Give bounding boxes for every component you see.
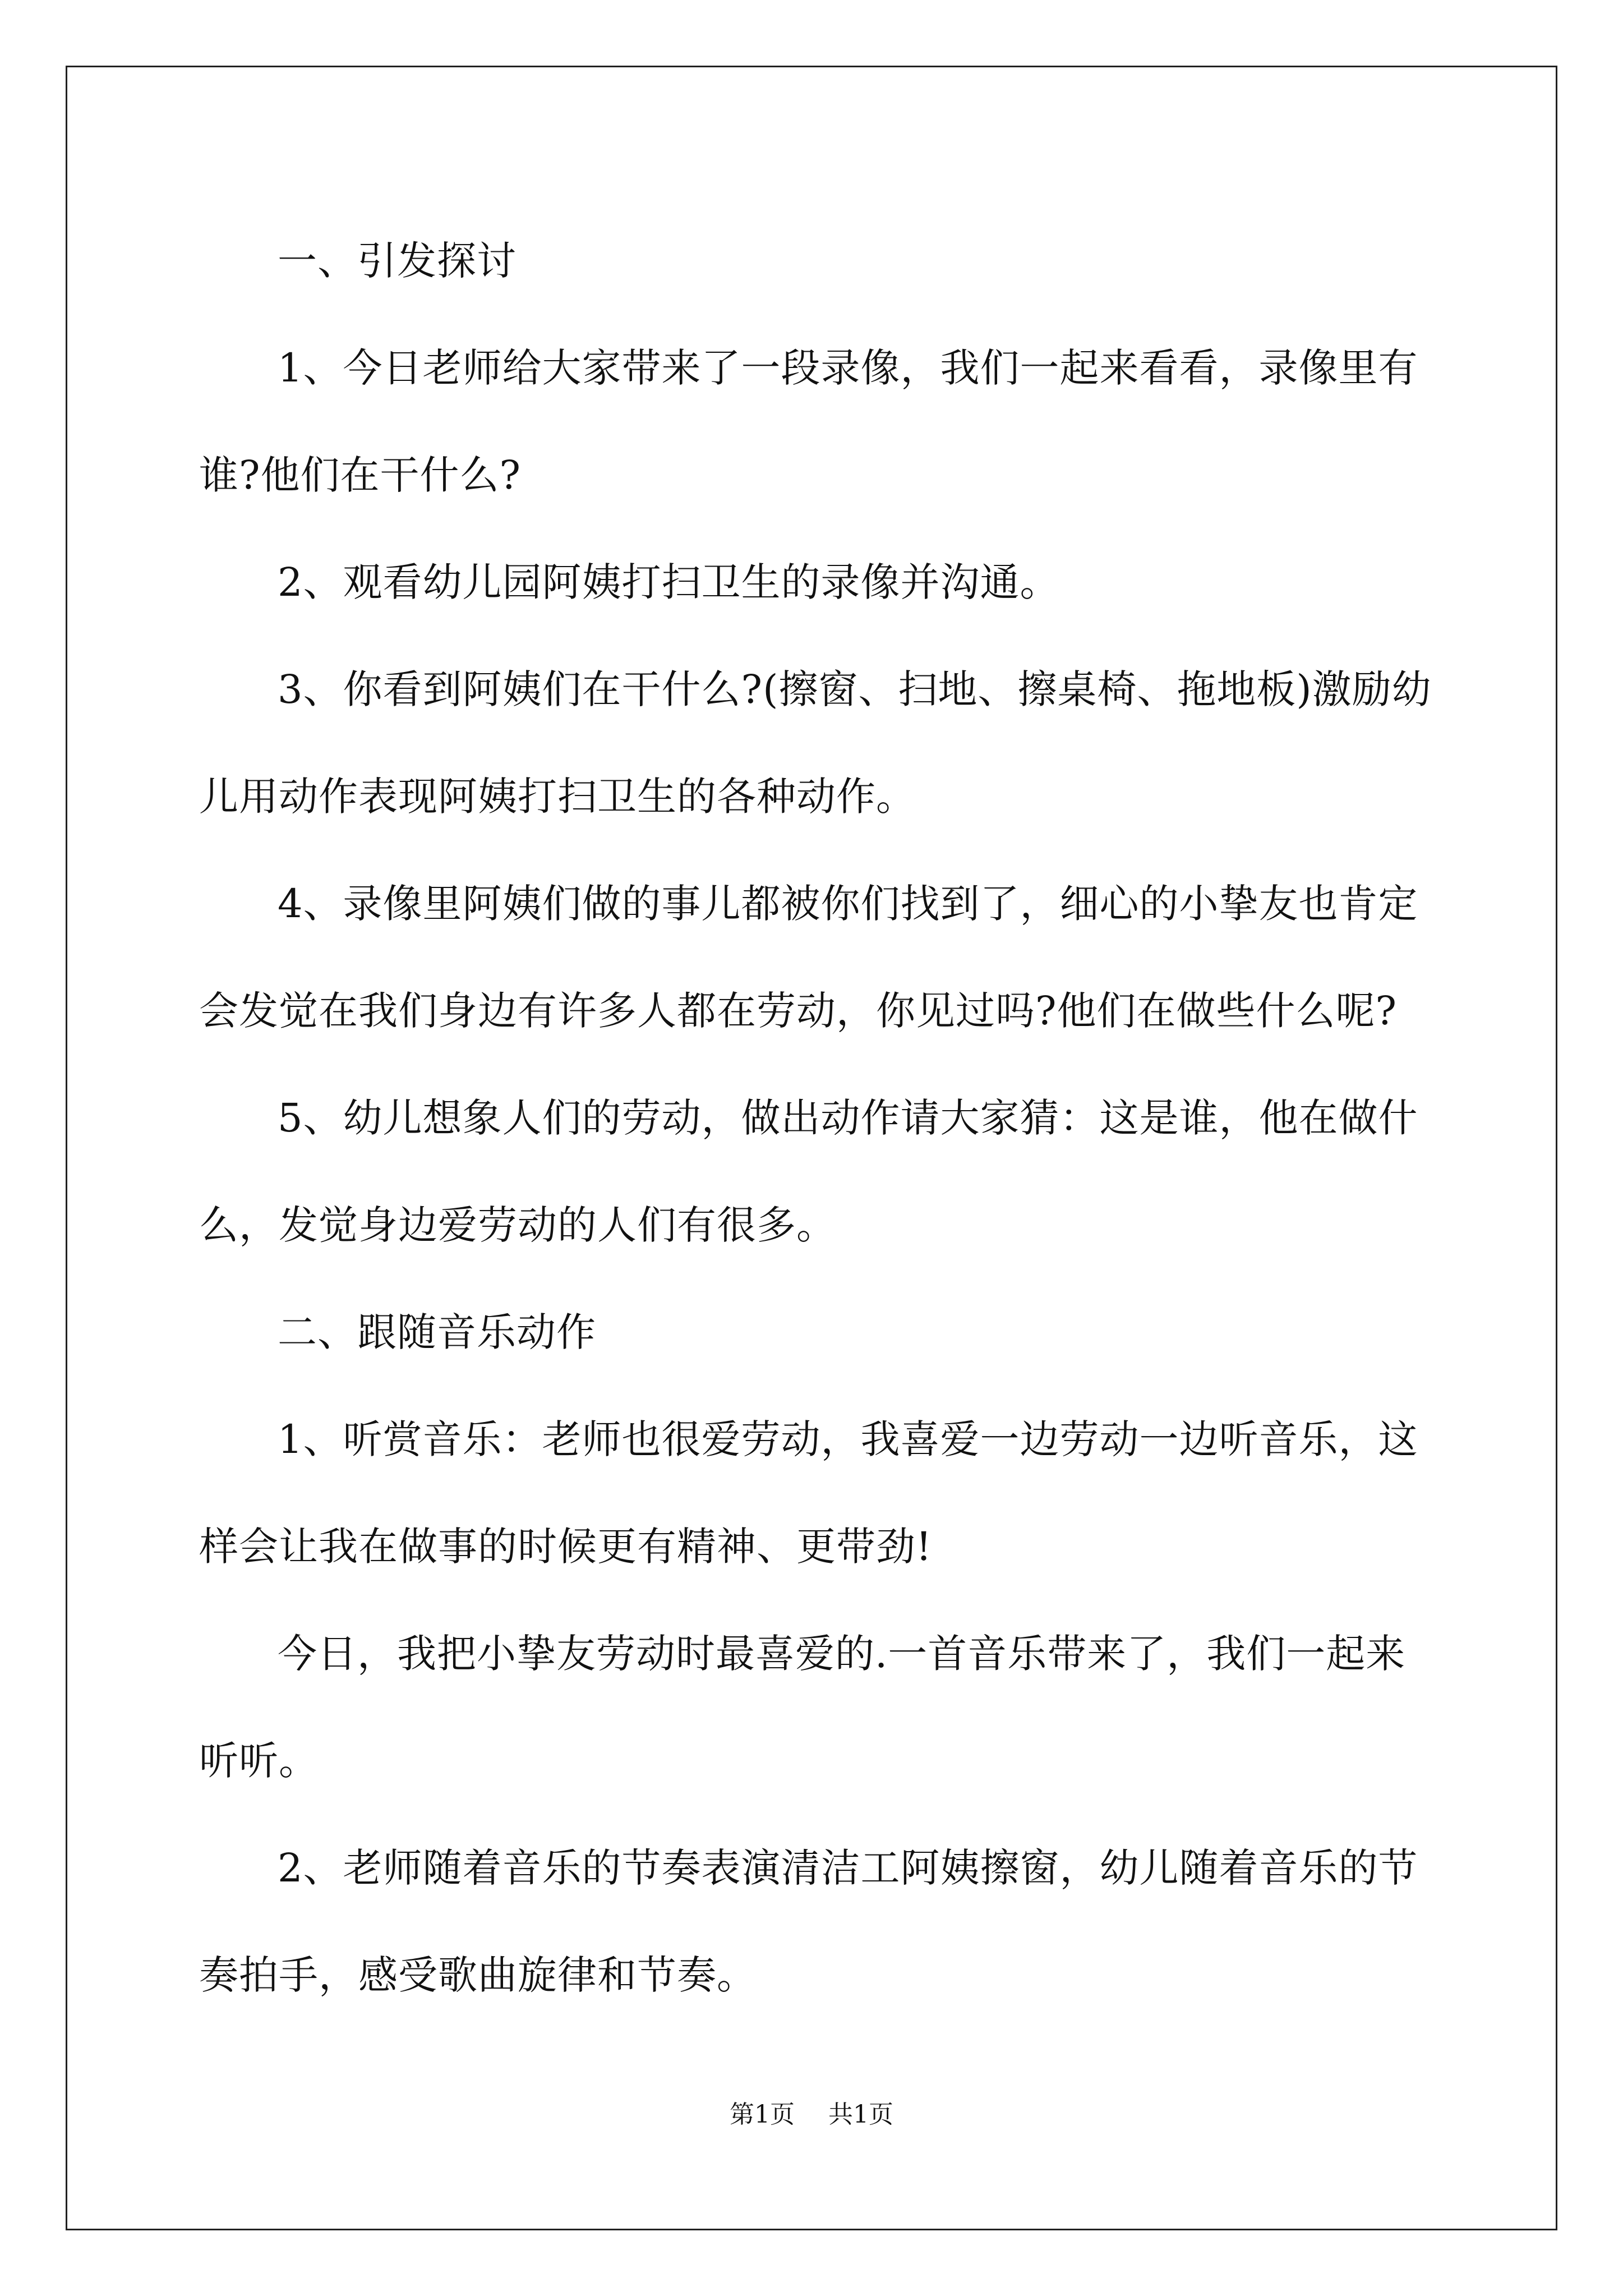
page-footer (0, 2098, 1623, 2132)
section-heading-1: 一、引发探讨 (278, 238, 517, 284)
section-heading-2: 二、跟随音乐动作 (278, 1309, 596, 1355)
paragraph: 4、录像里阿姨们做的事儿都被你们找到了，细心的小挚友也肯定会发觉在我们身边有许多人都在劳动，你见过吗?他们在做些什么呢? (199, 881, 1418, 1034)
paragraph: 3、你看到阿姨们在干什么?(擦窗、扫地、擦桌椅、拖地板)激励幼儿用动作表现阿姨打扫卫生的各种动作。 (199, 666, 1432, 820)
page-total: 共1页 (828, 2100, 893, 2129)
document-body (199, 208, 1433, 2029)
page-number: 第1页 (730, 2100, 795, 2129)
paragraph: 1、听赏音乐：老师也很爱劳动，我喜爱一边劳动一边听音乐，这样会让我在做事的时候更有精神、更带劲! (199, 1416, 1418, 1570)
paragraph: 2、老师随着音乐的节奏表演清洁工阿姨擦窗，幼儿随着音乐的节奏拍手，感受歌曲旋律和节奏。 (199, 1845, 1418, 1998)
paragraph: 1、今日老师给大家带来了一段录像，我们一起来看看，录像里有谁?他们在干什么? (199, 345, 1418, 498)
paragraph: 5、幼儿想象人们的劳动，做出动作请大家猜：这是谁，他在做什么，发觉身边爱劳动的人们有很多。 (199, 1095, 1418, 1248)
paragraph: 今日，我把小挚友劳动时最喜爱的.一首音乐带来了，我们一起来听听。 (199, 1631, 1406, 1784)
paragraph: 2、观看幼儿园阿姨打扫卫生的录像并沟通。 (278, 559, 1060, 605)
